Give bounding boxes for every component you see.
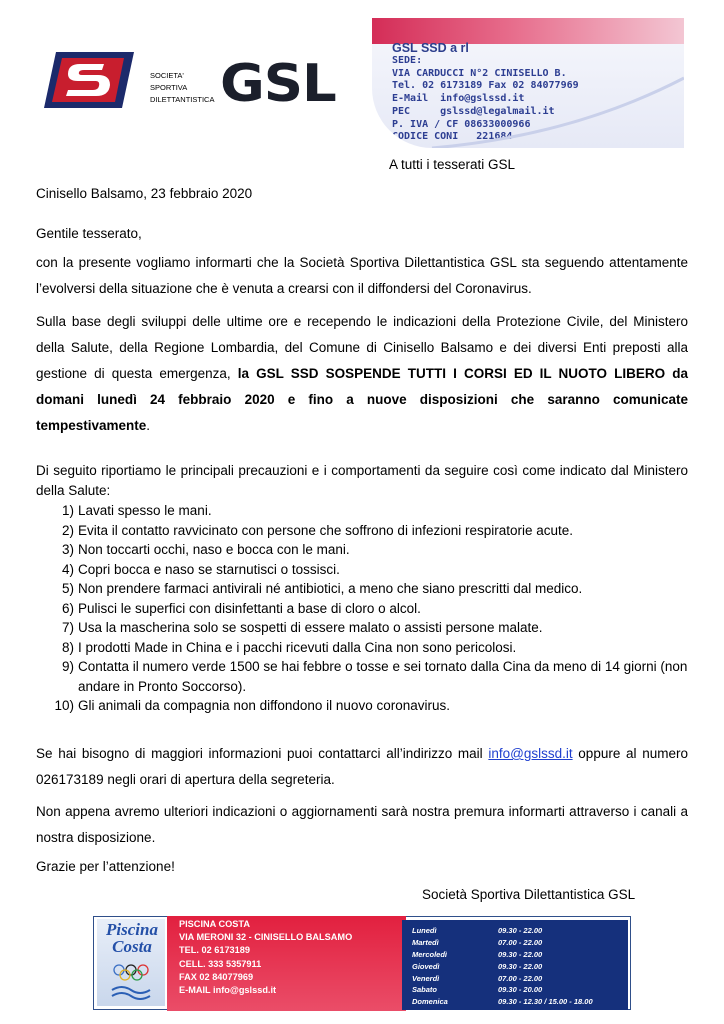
olympic-rings-icon xyxy=(108,960,154,1000)
pool-info-line: TEL. 02 6173189 xyxy=(179,945,250,956)
paragraph-precautions-intro: Di seguito riportiamo le principali precauzioni e i comportamenti da seguire così come indicato dal Ministero della Salute: xyxy=(36,463,688,498)
list-item xyxy=(36,657,696,696)
contact-line: CODICE CONI 221684 xyxy=(392,131,513,143)
contact-line: SEDE: xyxy=(392,55,423,66)
pool-info-lines xyxy=(179,918,352,997)
list-text: Non toccarti occhi, naso e bocca con le mani. xyxy=(78,542,350,557)
list-number: 4) xyxy=(61,561,74,577)
hours-day: Martedì xyxy=(412,938,439,948)
piscina-costa-logo-text: Piscina Costa xyxy=(106,920,158,956)
contact-line: VIA CARDUCCI N°2 CINISELLO B. xyxy=(392,67,567,79)
precaution-list xyxy=(36,501,696,716)
logo-line: DILETTANTISTICA xyxy=(150,95,215,104)
addressee: A tutti i tesserati GSL xyxy=(389,157,516,172)
hours-time: 07.00 - 22.00 xyxy=(498,973,543,983)
list-text: Non prendere farmaci antivirali né antibiotici, a meno che siano prescritti dal medico. xyxy=(78,581,583,596)
pool-info-line: E-MAIL info@gslssd.it xyxy=(179,985,277,996)
table-row xyxy=(412,984,593,996)
opening-hours-table xyxy=(412,925,593,1008)
list-number: 6) xyxy=(61,600,74,616)
paragraph-updates: Non appena avremo ulteriori indicazioni o aggiornamenti sarà nostra premura informarti attraverso i canali a nostra disposizione. xyxy=(36,804,688,845)
list-text: Contatta il numero verde 1500 se hai febbre o tosse e sei tornato dalla Cina da meno di 14 giorni (non andare in Pronto Soccorso). xyxy=(78,659,688,694)
hours-time: 09.30 - 22.00 xyxy=(498,949,543,959)
list-number: 7) xyxy=(61,620,74,635)
contact-text-end: oppure al numero 026173189 negli orari di apertura della segreteria. xyxy=(36,746,688,787)
table-row xyxy=(412,960,593,972)
list-item xyxy=(36,521,696,541)
table-row xyxy=(412,949,593,961)
list-text: Usa la mascherina solo se sospetti di essere malato o assisti persone malate. xyxy=(78,620,543,635)
list-number: 9) xyxy=(61,659,74,674)
list-item xyxy=(36,599,696,619)
list-item xyxy=(36,696,696,716)
hours-time: 07.00 - 22.00 xyxy=(498,938,543,948)
contact-line: PEC gslssd@legalmail.it xyxy=(392,105,555,117)
list-number: 1) xyxy=(61,503,74,518)
paragraph-contact xyxy=(36,741,688,793)
pool-info-line: VIA MERONI 32 - CINISELLO BALSAMO xyxy=(179,932,353,943)
list-number: 8) xyxy=(61,639,74,655)
thanks: Grazie per l’attenzione! xyxy=(36,859,175,874)
table-row xyxy=(412,925,593,937)
paragraph-intro: con la presente vogliamo informarti che la Società Sportiva Dilettantistica GSL sta seguendo attentamente l’evolversi della situazione che è venuta a crearsi con il diffondersi del Coronavirus. xyxy=(36,255,688,296)
contact-text: Se hai bisogno di maggiori informazioni puoi contattarci all’indirizzo mail xyxy=(36,746,489,761)
logo-line: SOCIETA' xyxy=(150,71,184,80)
pool-info-line: PISCINA COSTA xyxy=(179,919,250,929)
contact-line: Tel. 02 6173189 Fax 02 84077969 xyxy=(392,80,579,92)
greeting: Gentile tesserato, xyxy=(36,226,142,241)
hours-day: Lunedì xyxy=(412,926,437,936)
table-row xyxy=(412,972,593,984)
pool-info-line: FAX 02 84077969 xyxy=(179,971,254,982)
paragraph-suspension xyxy=(36,309,688,439)
list-text: Pulisci le superfici con disinfettanti a base di cloro o alcol. xyxy=(78,600,421,616)
list-text: Lavati spesso le mani. xyxy=(78,503,212,518)
pool-info-line: CELL. 333 5357911 xyxy=(179,958,262,969)
list-text: Gli animali da compagnia non diffondono il nuovo coronavirus. xyxy=(78,698,450,713)
contact-title: GSL SSD a rl xyxy=(392,41,469,55)
list-number: 10) xyxy=(54,698,74,713)
hours-day: Sabato xyxy=(412,985,438,995)
list-text: I prodotti Made in China e i pacchi ricevuti dalla Cina non sono pericolosi. xyxy=(78,639,517,655)
contact-line: P. IVA / CF 08633000966 xyxy=(392,118,531,130)
logo-line: SPORTIVA xyxy=(150,83,188,92)
hours-day: Mercoledì xyxy=(412,949,448,959)
table-row xyxy=(412,937,593,949)
list-item xyxy=(36,638,696,658)
email-link[interactable]: info@gslssd.it xyxy=(488,746,573,761)
table-row xyxy=(412,996,593,1008)
suspension-notice: la GSL SSD SOSPENDE TUTTI I CORSI ED IL NUOTO LIBERO da domani lunedì 24 febbraio 2020 e fino a nuove disposizioni che saranno comunicate tempestivamente xyxy=(36,366,689,433)
gsl-wordmark: GSL xyxy=(220,54,336,114)
hours-day: Domenica xyxy=(412,997,448,1007)
list-number: 2) xyxy=(61,522,74,538)
list-number: 5) xyxy=(61,581,74,596)
list-item xyxy=(36,501,696,521)
hours-time: 09.30 - 22.00 xyxy=(498,961,543,971)
contact-line: E-Mail info@gslssd.it xyxy=(392,93,525,105)
contact-lines xyxy=(392,55,579,144)
list-item xyxy=(36,579,696,599)
signature: Società Sportiva Dilettantistica GSL xyxy=(422,887,636,902)
hours-day: Giovedì xyxy=(412,961,440,971)
list-item xyxy=(36,618,696,638)
list-item xyxy=(36,560,696,580)
hours-time: 09.30 - 20.00 xyxy=(498,985,543,995)
hours-time: 09.30 - 12.30 / 15.00 - 18.00 xyxy=(498,997,593,1007)
suspension-text: Sulla base degli sviluppi delle ultime ore e recependo le indicazioni della Protezione Civile, del Ministero della Salute, della Regione Lombardia, del Comune di Cinisello Balsamo e dei diversi Enti preposti alla gestione di questa emergenza, xyxy=(36,314,688,381)
contact-box xyxy=(372,18,684,148)
suspension-end: . xyxy=(146,418,151,433)
hours-day: Venerdì xyxy=(412,973,440,983)
list-text: Copri bocca e naso se starnutisci o tossisci. xyxy=(78,561,340,577)
list-item xyxy=(36,540,696,560)
list-text: Evita il contatto ravvicinato con persone che soffrono di infezioni respiratorie acute. xyxy=(78,522,574,538)
list-number: 3) xyxy=(61,542,74,557)
gsl-logo-icon xyxy=(38,48,140,112)
hours-time: 09.30 - 22.00 xyxy=(498,926,543,936)
place-date: Cinisello Balsamo, 23 febbraio 2020 xyxy=(36,186,253,201)
logo-caption xyxy=(150,70,214,106)
